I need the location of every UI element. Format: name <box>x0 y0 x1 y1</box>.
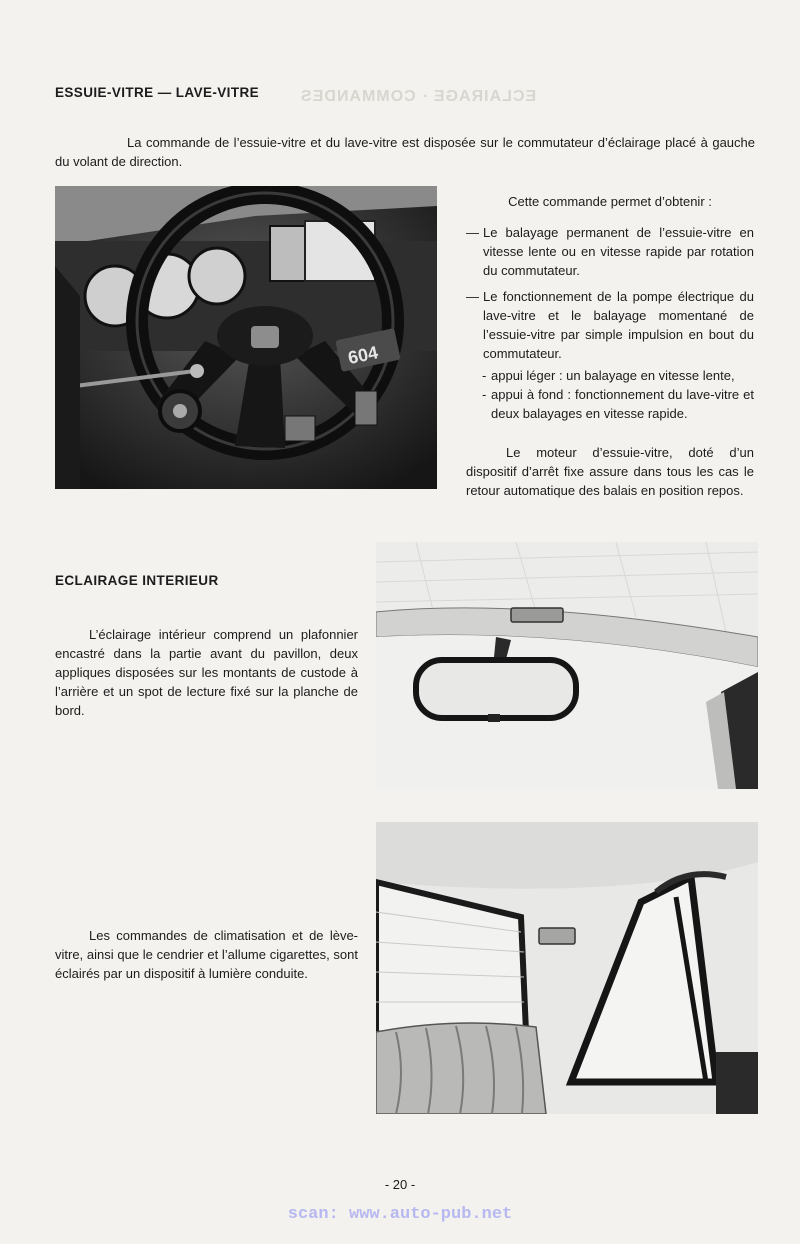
sub-marker: - <box>482 387 487 402</box>
model-badge: 604 <box>346 342 380 369</box>
wiper-item-text: Le balayage permanent de l’essuie-vitre en vitesse lente ou en vitesse rapide par rotation du commutateur. <box>483 225 754 278</box>
bleed-through-text: ECLAIRAGE · COMMANDES <box>300 88 537 105</box>
dash-marker: — <box>466 289 479 304</box>
section-title-interior: ECLAIRAGE INTERIEUR <box>55 573 219 588</box>
wiper-item-pump <box>466 287 754 363</box>
climate-controls-lighting-text: Les commandes de climatisation et de lève-vitre, ainsi que le cendrier et l’allume cigarettes, sont éclairés par un dispositif à lumière conduite. <box>55 928 358 981</box>
wiper-subitem-full-press <box>466 385 754 423</box>
dash-marker: — <box>466 225 479 240</box>
rear-interior-photo <box>376 822 758 1114</box>
wiper-item-text: Le fonctionnement de la pompe électrique du lave-vitre et le balayage momentané de l’essuie-vitre par simple impulsion en bout du commutateur. <box>483 289 754 361</box>
sub-marker: - <box>482 368 487 383</box>
ceiling-lamp-mirror-photo <box>376 542 758 789</box>
wiper-subitem-text: appui à fond : fonctionnement du lave-vitre et deux balayages en vitesse rapide. <box>491 387 754 421</box>
wiper-lead-text: Cette commande permet d’obtenir : <box>508 194 712 209</box>
wiper-subitem-text: appui léger : un balayage en vitesse lente, <box>491 368 735 383</box>
page-number: - 20 - <box>384 1177 416 1192</box>
wiper-item-continuous <box>466 223 754 280</box>
wiper-description-column <box>466 192 754 500</box>
wiper-closing-text: Le moteur d’essuie-vitre, doté d’un dispositif d’arrêt fixe assure dans tous les cas le retour automatique des balais en position repos. <box>466 445 754 498</box>
interior-lighting-text: L’éclairage intérieur comprend un plafonnier encastré dans la partie avant du pavillon, deux appliques disposées sur les montants de custode à l’arrière et un spot de lecture fixé sur la planche de bord. <box>55 627 358 718</box>
section-title-wiper: ESSUIE-VITRE — LAVE-VITRE <box>55 85 260 100</box>
wiper-subitem-light-press <box>466 366 754 385</box>
scan-credit: scan: www.auto-pub.net <box>287 1205 513 1224</box>
wiper-intro-text: La commande de l’essuie-vitre et du lave-vitre est disposée sur le commutateur d’éclairage placé à gauche du volant de direction. <box>55 135 755 169</box>
dashboard-steering-wheel-photo <box>55 186 437 489</box>
